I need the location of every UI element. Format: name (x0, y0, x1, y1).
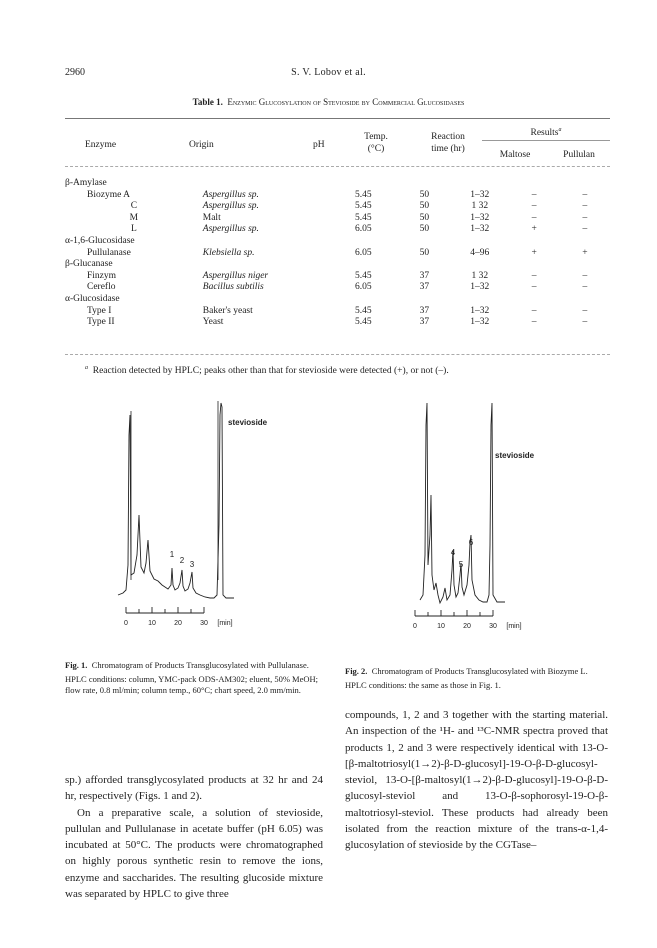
fig2-trace (420, 403, 505, 603)
fig2-caption-text: Chromatogram of Products Transglucosylated with Biozyme L. (371, 666, 588, 676)
cell-temp: 50 (419, 247, 430, 258)
cell-time (451, 294, 509, 306)
axis-unit-label: [min] (217, 620, 233, 627)
cell-maltose (509, 294, 560, 306)
cell-pullulan (560, 236, 610, 248)
body-left-column (65, 772, 323, 902)
cell-maltose: – (531, 282, 537, 293)
fig2-time-axis (413, 610, 522, 630)
header-pullulan: Pullulan (563, 150, 595, 160)
cell-enzyme: Finzym (87, 270, 117, 281)
cell-enzyme: Pullulanase (87, 247, 131, 258)
cell-origin: Aspergillus sp. (202, 189, 259, 200)
cell-origin: Bacillus subtilis (202, 282, 264, 293)
cell-enzyme: M (129, 212, 139, 223)
cell-enzyme: L (130, 224, 137, 235)
cell-time: 4–96 (470, 247, 490, 258)
footnote-text: Reaction detected by HPLC; peaks other than that for stevioside were detected (+), or not (–). (92, 366, 449, 377)
cell-temp (398, 236, 451, 248)
header-results-label: Results (530, 128, 559, 139)
body-left-para1: sp.) afforded transglycosylated products at 32 hr and 24 hr, respectively (Figs. 1 and 2). (65, 774, 323, 803)
fig2-peak-number: 4 (450, 548, 456, 557)
fig1-stevioside-label: stevioside (228, 418, 268, 427)
cell-maltose: – (531, 305, 537, 316)
cell-temp: 50 (419, 224, 430, 235)
fig2-conditions: HPLC conditions: the same as those in Fig. 1. (345, 680, 501, 690)
cell-ph (329, 294, 398, 306)
cell-time: 1–32 (470, 305, 490, 316)
cell-maltose: – (531, 201, 537, 212)
cell-time (451, 236, 509, 248)
cell-origin: Malt (202, 212, 221, 223)
table-bottom-rule (65, 354, 610, 355)
cell-ph (329, 236, 398, 248)
cell-maltose: – (531, 317, 537, 328)
cell-origin: Baker's yeast (202, 305, 253, 316)
cell-origin: Yeast (202, 317, 224, 328)
cell-enzyme: β-Amylase (65, 178, 107, 188)
cell-pullulan: – (582, 224, 588, 235)
axis-tick-label: 20 (174, 620, 182, 627)
header-reaction-time (418, 131, 478, 155)
cell-pullulan (560, 294, 610, 306)
header-temp (356, 131, 396, 155)
table-row (65, 178, 610, 190)
fig1-trace (118, 403, 234, 598)
axis-tick-label: 20 (463, 623, 471, 630)
body-right-column: compounds, 1, 2 and 3 together with the starting material. An inspection of the ¹H- and ¹³C-NMR spectra proved that products 1, 2 and 3 were respectively identical with 13-O-[β-maltotriosyl(1→2)-β-D-glucosyl]-19-O-β-D-glucosyl-steviol, 13-O-[β-maltosyl(1→2)-β-D-glucosyl]-19-O-β-D-glucosyl-steviol and 13-O-β-sophorosyl-19-O-β-maltotriosyl-steviol. These products had already been isolated from the reaction mixture of the trans-α-1,4-glucosylation of stevioside by the CGTase– (345, 709, 608, 852)
table-row (65, 190, 610, 202)
fig2-stevioside-label: stevioside (495, 451, 535, 460)
table-row (65, 271, 610, 283)
cell-enzyme: C (130, 201, 138, 212)
cell-pullulan: – (582, 305, 588, 316)
cell-time: 1–32 (470, 189, 490, 200)
fig1-peak-number: 1 (169, 550, 175, 559)
header-temp-line1: Temp. (364, 132, 388, 142)
cell-ph: 5.45 (355, 212, 372, 223)
cell-ph: 5.45 (355, 189, 372, 200)
cell-ph: 5.45 (355, 270, 372, 281)
cell-temp: 37 (419, 305, 430, 316)
table-top-rule (65, 118, 610, 119)
cell-pullulan (560, 259, 610, 271)
cell-maltose: – (531, 270, 537, 281)
cell-origin: Aspergillus sp. (202, 201, 259, 212)
cell-origin (203, 259, 329, 271)
table-caption-text: Enzymic Glucosylation of Stevioside by Commercial Glucosidases (227, 97, 465, 107)
running-head: S. V. Lobov et al. (291, 67, 366, 78)
header-rt-line1: Reaction (431, 132, 465, 142)
table-footnote (85, 365, 449, 376)
cell-ph: 5.45 (355, 201, 372, 212)
cell-temp (398, 178, 451, 190)
cell-temp (398, 294, 451, 306)
cell-enzyme: α-1,6-Glucosidase (65, 235, 135, 246)
cell-temp (398, 259, 451, 271)
page-number: 2960 (65, 67, 85, 78)
results-rule (482, 140, 610, 141)
cell-ph: 6.05 (355, 282, 372, 293)
axis-tick-label: 0 (413, 623, 417, 630)
axis-tick-label: 30 (200, 620, 208, 627)
header-results (482, 124, 610, 139)
header-origin: Origin (189, 140, 214, 150)
cell-ph: 5.45 (355, 317, 372, 328)
cell-maltose (509, 236, 560, 248)
cell-pullulan (560, 178, 610, 190)
cell-origin: Klebsiella sp. (202, 247, 255, 258)
cell-time: 1–32 (470, 212, 490, 223)
cell-time (451, 178, 509, 190)
cell-time: 1–32 (470, 224, 490, 235)
table-header-rule (65, 166, 610, 167)
fig2-peak-labels (451, 538, 474, 569)
cell-temp: 37 (419, 282, 430, 293)
cell-enzyme: Type I (87, 305, 112, 316)
cell-pullulan: – (582, 317, 588, 328)
table-caption (0, 97, 657, 107)
fig1-time-axis (124, 607, 233, 627)
fig1-peak-labels (170, 550, 195, 569)
axis-tick-label: 10 (437, 623, 445, 630)
fig1-peak-number: 3 (189, 560, 195, 569)
cell-pullulan: + (582, 247, 588, 258)
cell-ph (329, 178, 398, 190)
fig2-peak-number: 6 (468, 538, 474, 547)
cell-temp: 50 (419, 201, 430, 212)
header-temp-line2: (°C) (367, 144, 385, 154)
axis-tick-label: 10 (148, 620, 156, 627)
cell-temp: 37 (419, 270, 430, 281)
fig1-peak-number: 2 (179, 556, 185, 565)
glucosylation-table (65, 178, 610, 329)
table-row (65, 201, 610, 213)
axis-tick-label: 0 (124, 620, 128, 627)
table-caption-label: Table 1. (192, 97, 223, 107)
cell-origin (203, 294, 329, 306)
table-row (65, 248, 610, 260)
header-enzyme: Enzyme (85, 140, 117, 150)
fig1-chromatogram (110, 395, 290, 637)
axis-unit-label: [min] (506, 623, 522, 630)
cell-origin (203, 236, 329, 248)
table-row (65, 306, 610, 318)
fig2-chromatogram (405, 395, 605, 637)
table-row (65, 224, 610, 236)
cell-pullulan: – (582, 189, 588, 200)
header-results-sup: a (558, 127, 562, 133)
table-row (65, 236, 610, 248)
header-rt-line2: time (hr) (431, 144, 465, 154)
table-row (65, 294, 610, 306)
cell-maltose: – (531, 189, 537, 200)
footnote-mark: a (85, 365, 88, 371)
fig1-conditions: HPLC conditions: column, YMC-pack ODS-AM302; eluent, 50% MeOH; flow rate, 0.8 ml/min; column temp., 60°C; chart speed, 2.0 mm/min. (65, 674, 319, 695)
cell-ph: 6.05 (355, 224, 372, 235)
cell-temp: 50 (419, 189, 430, 200)
cell-temp: 50 (419, 212, 430, 223)
cell-pullulan: – (582, 282, 588, 293)
table-row (65, 213, 610, 225)
body-left-para2: On a preparative scale, a solution of stevioside, pullulan and Pullulanase in acetate buffer (pH 6.05) was incubated at 50°C. The products were chromatographed on highly porous synthetic resin to remove the ions, enzyme and saccharides. The resulting glucoside mixture was separated by HPLC to give three (65, 806, 323, 901)
fig1-caption-label: Fig. 1. (65, 660, 88, 670)
header-maltose: Maltose (499, 150, 531, 160)
fig2-caption (345, 666, 608, 691)
cell-origin: Aspergillus niger (202, 270, 269, 281)
cell-pullulan: – (582, 201, 588, 212)
cell-enzyme: Biozyme A (87, 189, 131, 200)
cell-origin: Aspergillus sp. (202, 224, 259, 235)
cell-enzyme: β-Glucanase (65, 259, 113, 270)
cell-pullulan: – (582, 270, 588, 281)
table-row (65, 282, 610, 294)
cell-maltose: + (531, 224, 537, 235)
cell-time: 1–32 (470, 317, 490, 328)
cell-maltose: – (531, 212, 537, 223)
cell-time: 1 32 (471, 201, 489, 212)
cell-ph: 5.45 (355, 305, 372, 316)
cell-enzyme: α-Glucosidase (65, 293, 120, 304)
cell-temp: 37 (419, 317, 430, 328)
header-ph: pH (313, 140, 325, 150)
cell-enzyme: Cereflo (87, 282, 116, 293)
fig2-caption-label: Fig. 2. (345, 666, 368, 676)
cell-maltose (509, 259, 560, 271)
fig2-peak-number: 5 (458, 560, 464, 569)
cell-origin (203, 178, 329, 190)
cell-maltose: + (531, 247, 537, 258)
cell-time (451, 259, 509, 271)
cell-time: 1–32 (470, 282, 490, 293)
cell-enzyme: Type II (87, 317, 115, 328)
fig1-caption-text: Chromatogram of Products Transglucosylated with Pullulanase. (91, 660, 309, 670)
cell-time: 1 32 (471, 270, 489, 281)
fig1-caption (65, 660, 323, 696)
table-row (65, 259, 610, 271)
cell-ph (329, 259, 398, 271)
cell-pullulan: – (582, 212, 588, 223)
cell-ph: 6.05 (355, 247, 372, 258)
table-row (65, 317, 610, 329)
axis-tick-label: 30 (489, 623, 497, 630)
cell-maltose (509, 178, 560, 190)
